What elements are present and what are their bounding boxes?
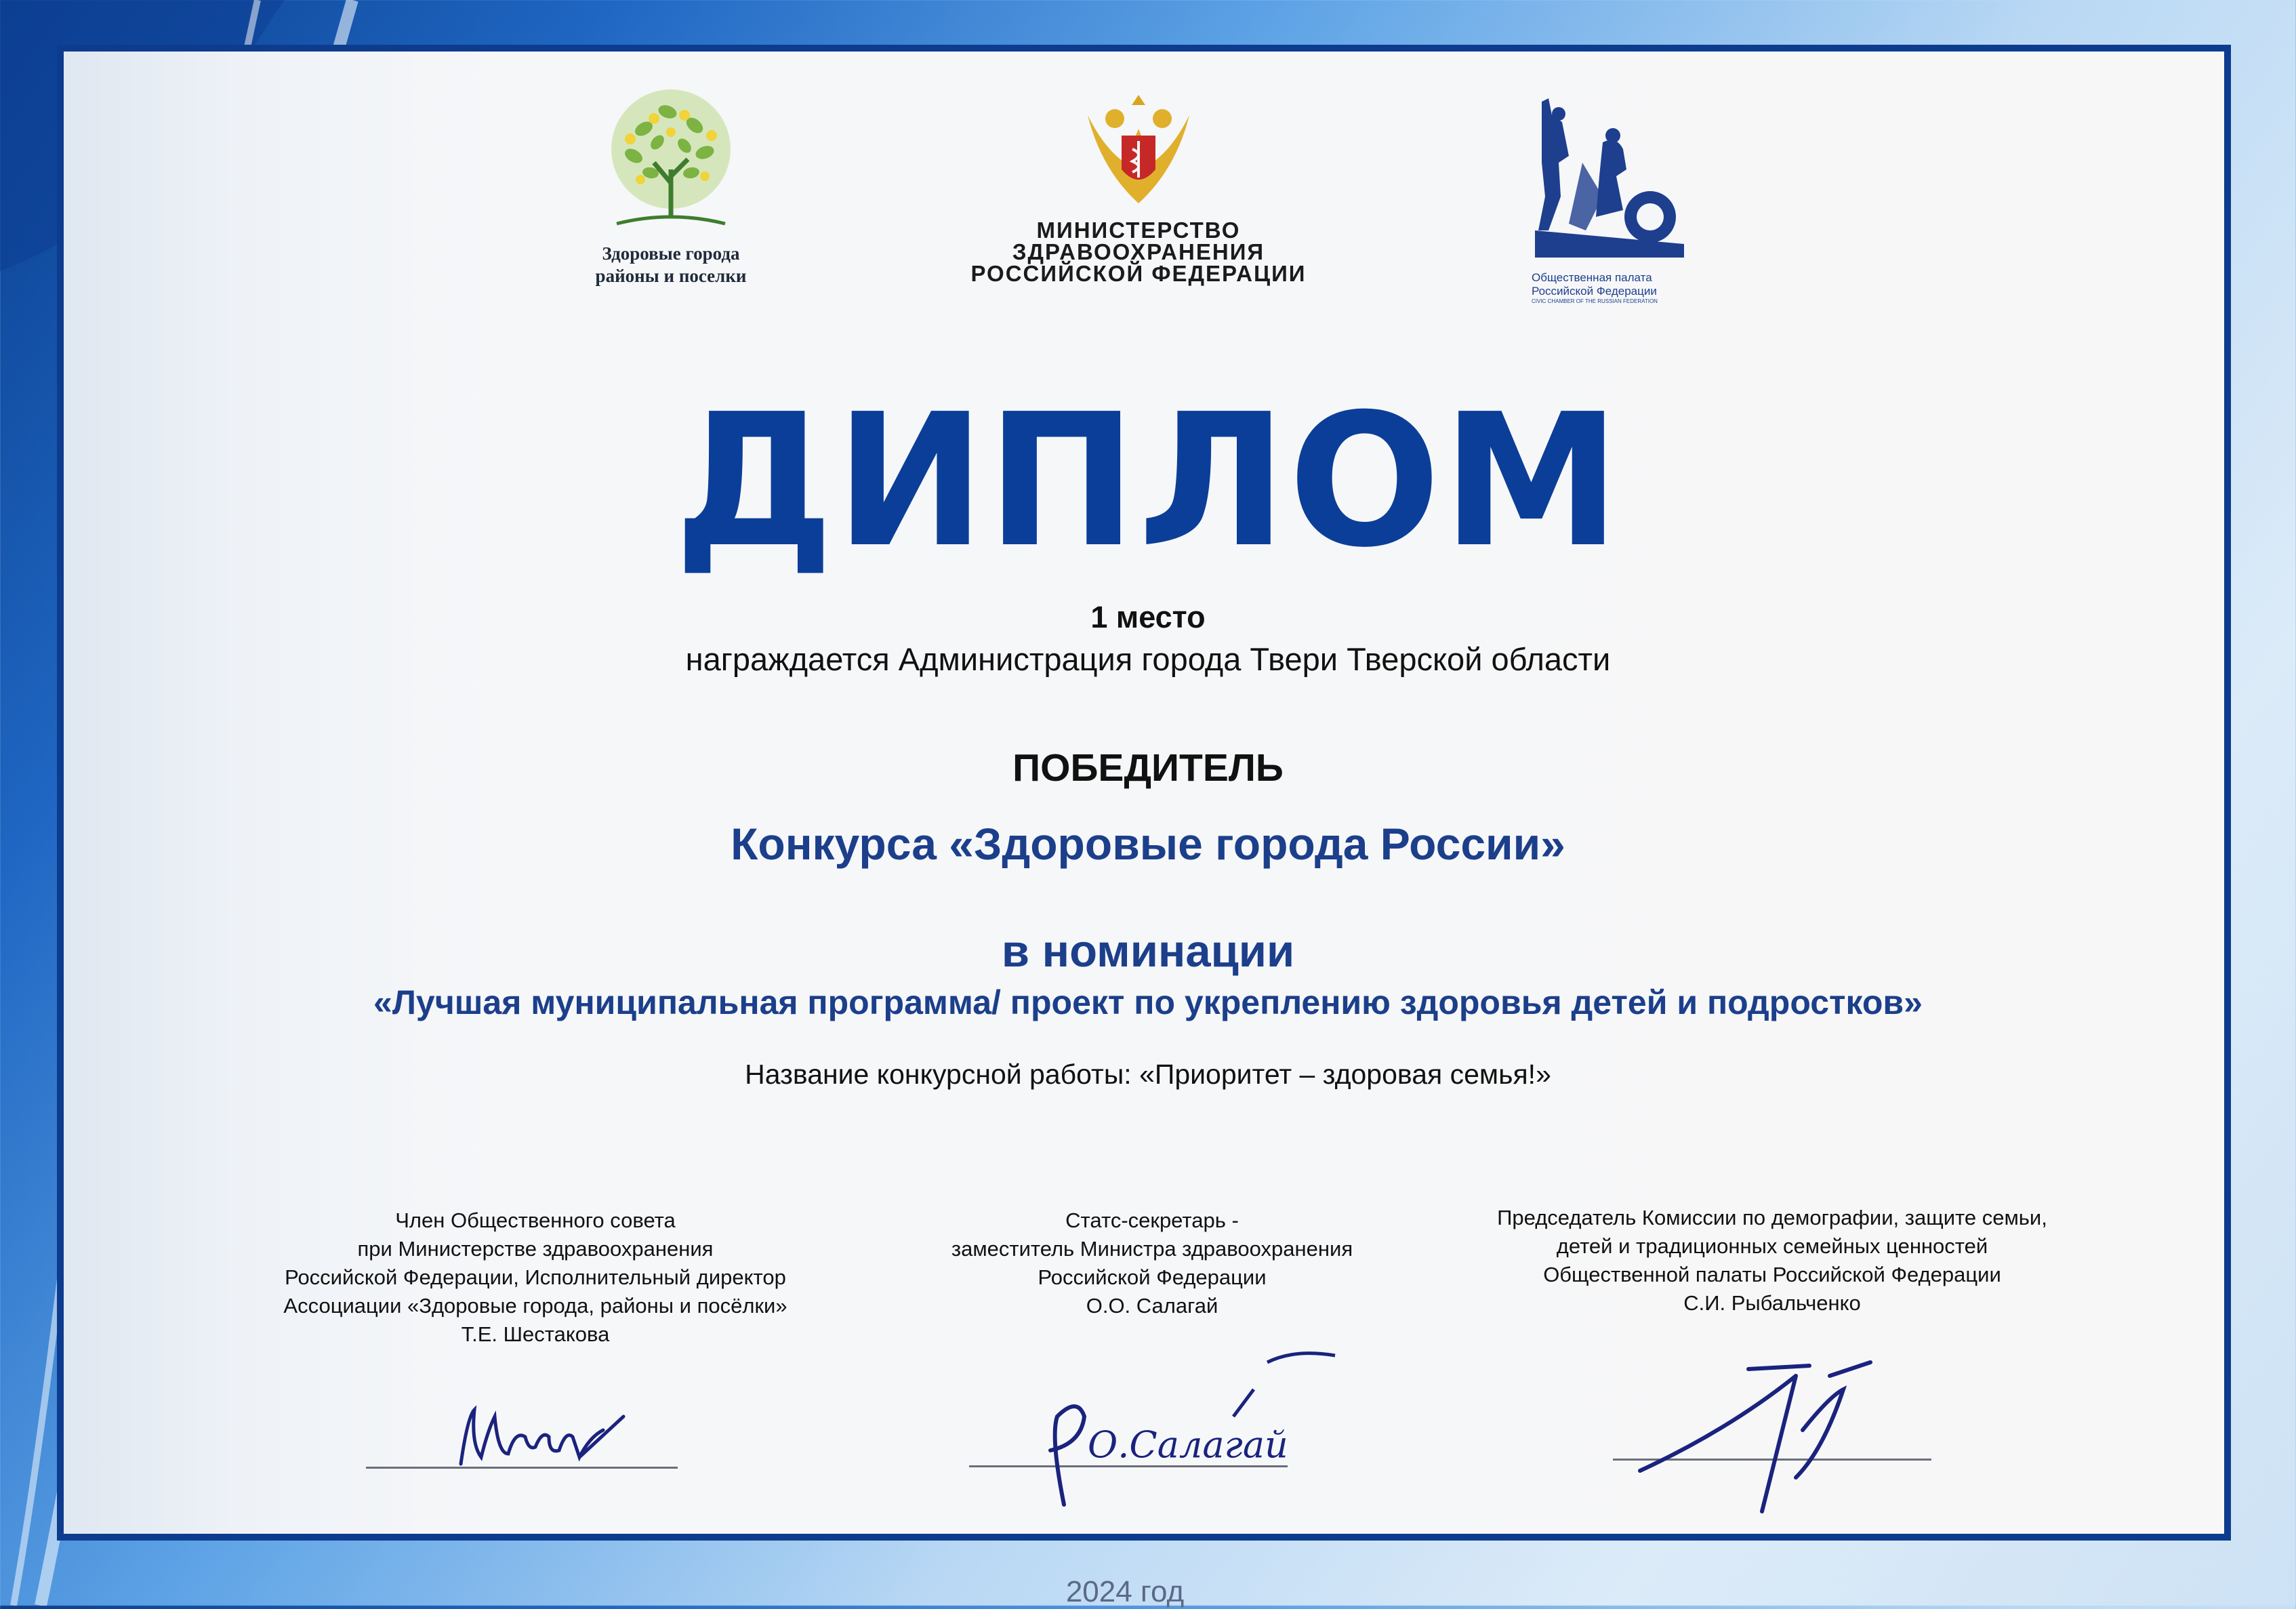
- signatory-3: [1423, 1204, 2121, 1318]
- ministry-caption-2: ЗДРАВООХРАНЕНИЯ: [1012, 239, 1265, 264]
- civic-chamber-logo: [1511, 95, 1708, 304]
- tree-icon: [603, 88, 739, 237]
- signatory-3-line: Председатель Комиссии по демографии, защите семьи,: [1497, 1206, 2047, 1229]
- signatory-1-line: при Министерстве здравоохранения: [357, 1237, 714, 1261]
- signatory-2-line: Российской Федерации: [1038, 1265, 1267, 1289]
- signatory-2-line: заместитель Министра здравоохранения: [951, 1237, 1353, 1261]
- signatory-2-name: О.О. Салагай: [1086, 1294, 1218, 1318]
- signatory-3-line: детей и традиционных семейных ценностей: [1556, 1234, 1988, 1258]
- contest-name: Конкурса «Здоровые города России»: [731, 819, 1565, 869]
- nomination-name: «Лучшая муниципальная программа/ проект по укреплению здоровья детей и подростков»: [373, 983, 1923, 1021]
- civic-chamber-caption-3: CIVIC CHAMBER OF THE RUSSIAN FEDERATION: [1532, 298, 1658, 304]
- ministry-caption-3: РОССИЙСКОЙ ФЕДЕРАЦИИ: [970, 261, 1307, 286]
- monument-icon: [1521, 95, 1698, 271]
- awardee: награждается Администрация города Твери Тверской области: [685, 641, 1611, 677]
- place: 1 место: [1090, 600, 1206, 634]
- signatory-1-line: Член Общественного совета: [395, 1208, 676, 1232]
- diploma-title: ДИПЛОМ: [674, 374, 1622, 588]
- ministry-caption-1: МИНИСТЕРСТВО: [1036, 218, 1241, 243]
- civic-chamber-caption-1: Общественная палата: [1532, 271, 1652, 284]
- ministry-of-health-logo: [949, 88, 1328, 285]
- signature-2-mark: [1010, 1342, 1362, 1518]
- signatory-1-name: Т.Е. Шестакова: [461, 1322, 610, 1346]
- signatory-1: [230, 1206, 840, 1349]
- double-headed-eagle-icon: [1074, 88, 1203, 210]
- civic-chamber-caption-2: Российской Федерации: [1532, 285, 1657, 298]
- healthy-cities-caption-2: районы и поселки: [595, 266, 747, 286]
- signatory-2: [847, 1206, 1457, 1320]
- signatory-1-line: Российской Федерации, Исполнительный директор: [285, 1265, 786, 1289]
- nomination-label: в номинации: [1001, 926, 1295, 977]
- winner-label: ПОБЕДИТЕЛЬ: [1012, 746, 1284, 790]
- signature-1-mark: [447, 1389, 651, 1478]
- signature-3-mark: [1626, 1349, 1911, 1518]
- healthy-cities-logo: [556, 88, 786, 287]
- signatory-3-line: Общественной палаты Российской Федерации: [1543, 1263, 2001, 1286]
- work-title: Название конкурсной работы: «Приоритет – здоровая семья!»: [745, 1059, 1551, 1090]
- signature-2-text: О.Салагай: [1088, 1423, 1288, 1466]
- signatory-1-line: Ассоциации «Здоровые города, районы и посёлки»: [283, 1294, 787, 1318]
- signatory-3-name: С.И. Рыбальченко: [1683, 1291, 1861, 1315]
- signatory-2-line: Статс-секретарь -: [1065, 1208, 1239, 1232]
- footer-year: 2024 год: [1065, 1575, 1185, 1608]
- healthy-cities-caption-1: Здоровые города: [602, 243, 740, 264]
